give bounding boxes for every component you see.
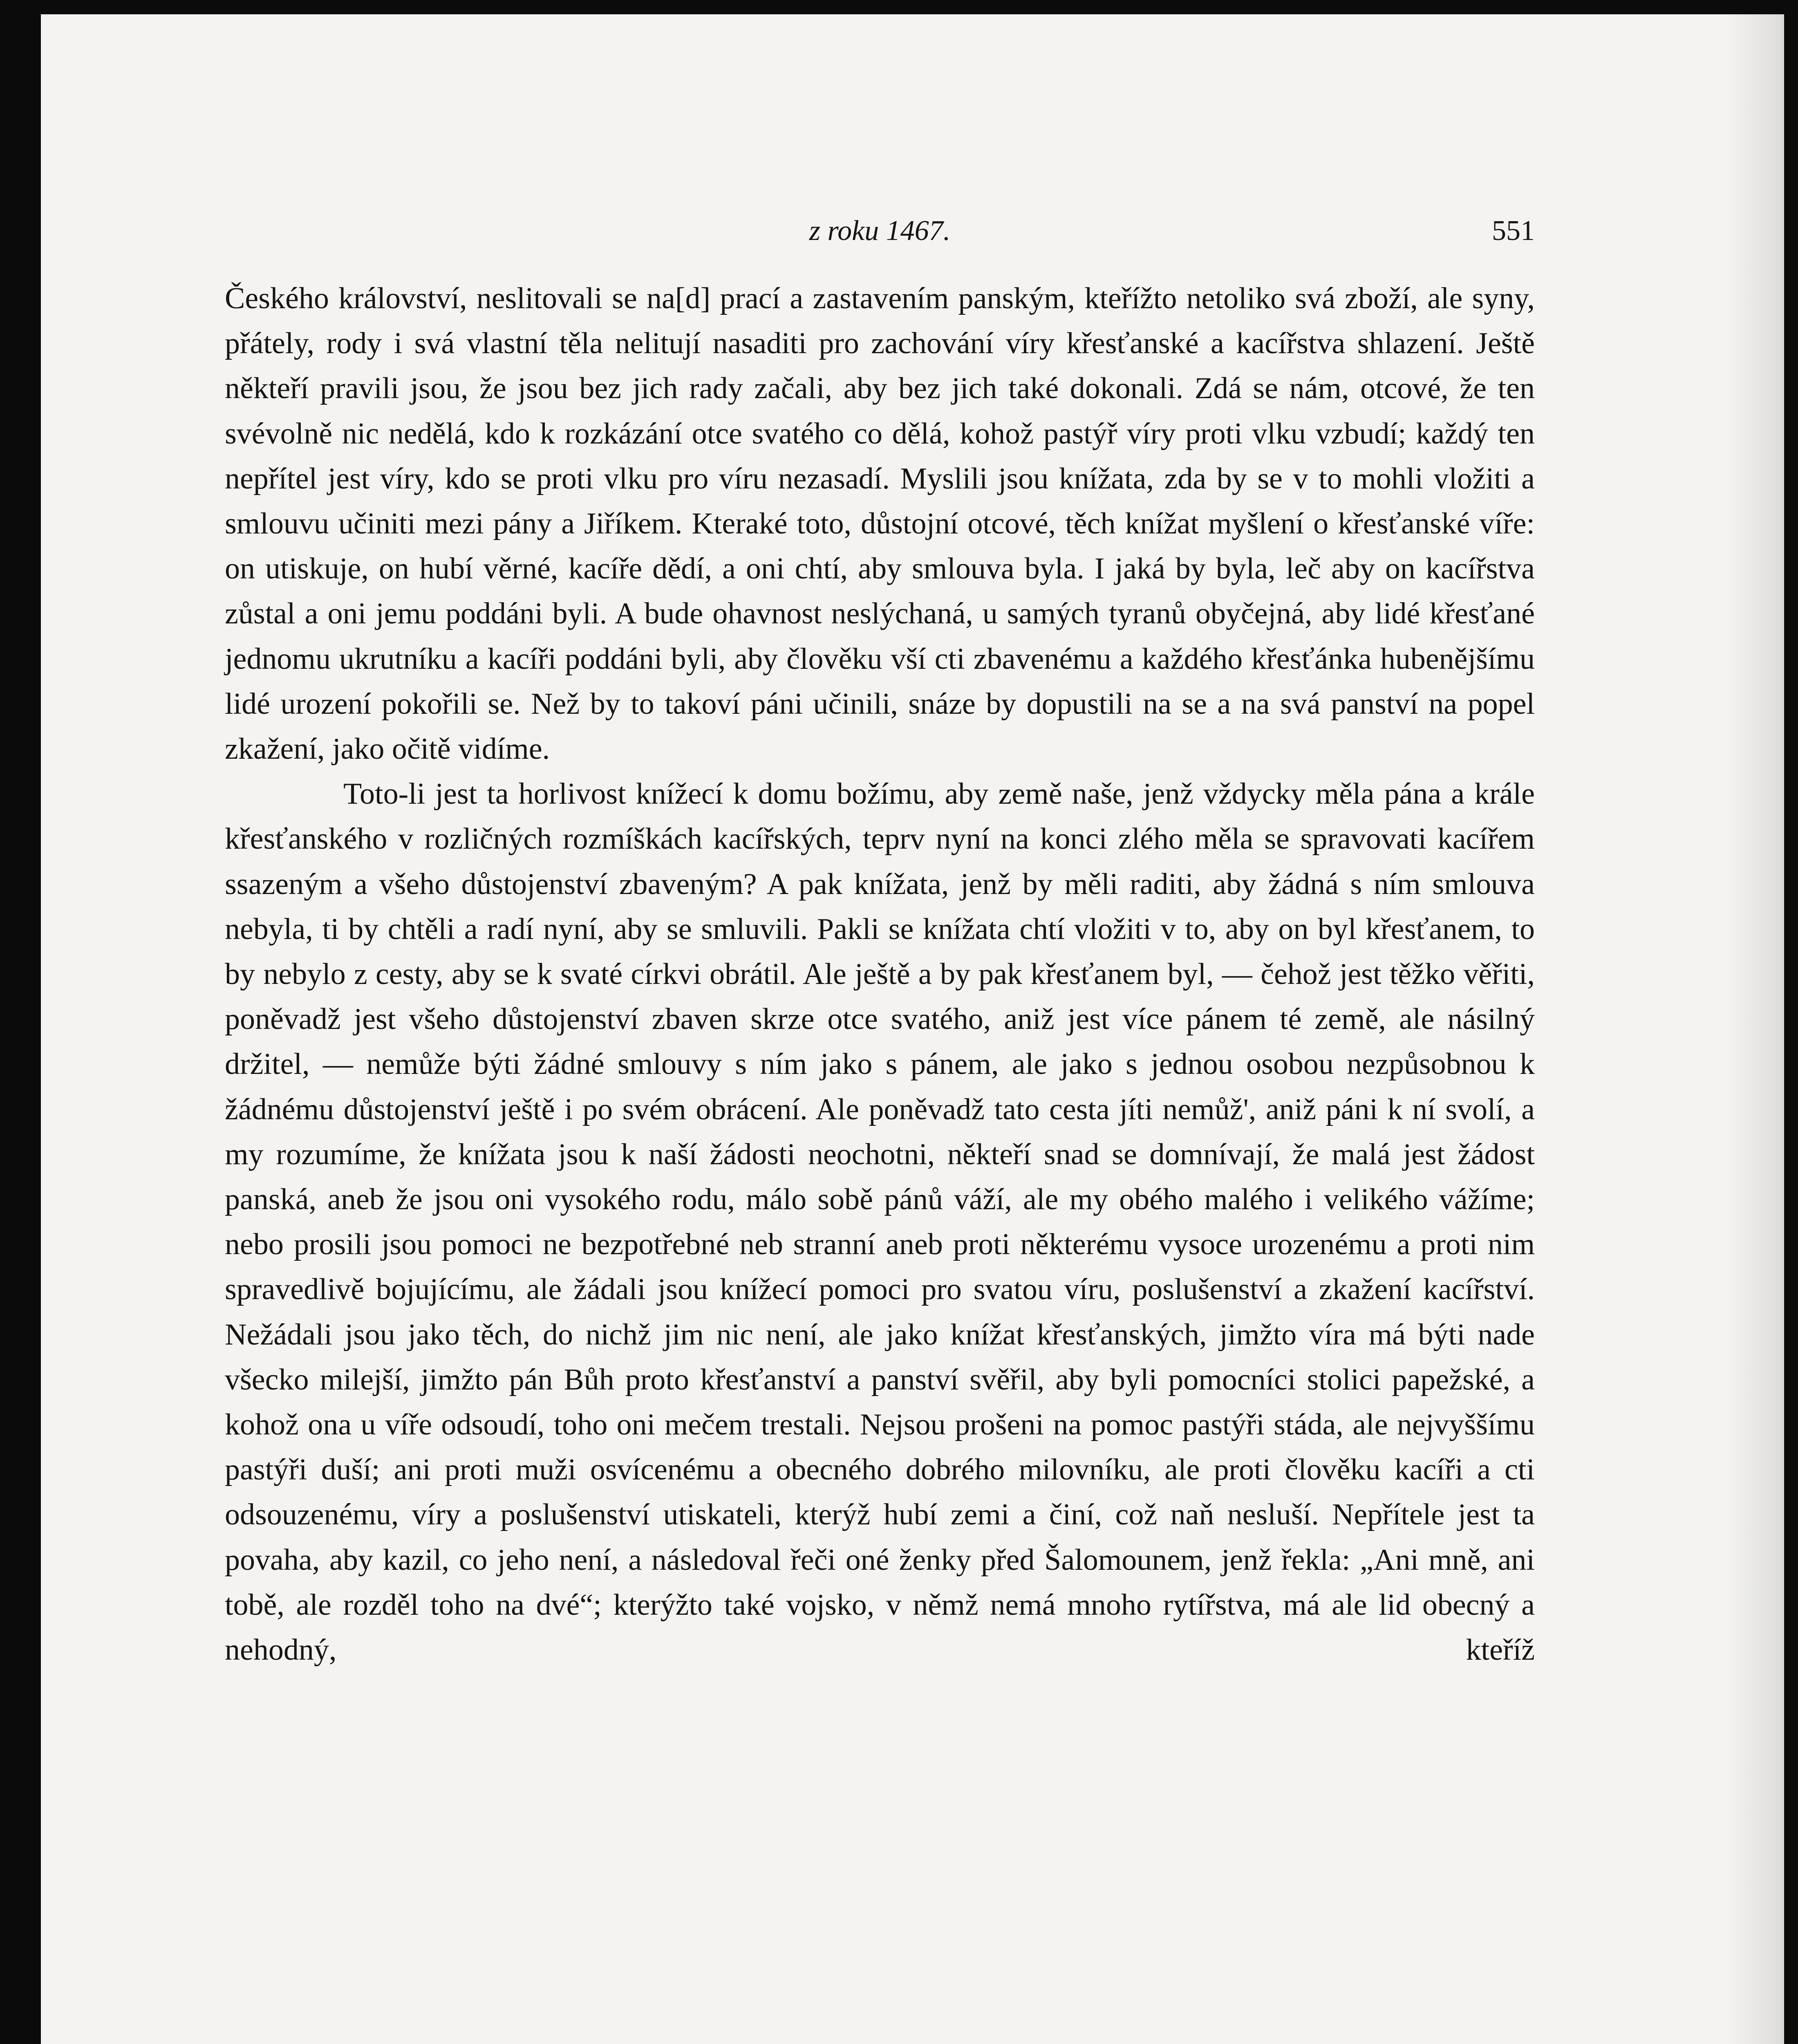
paragraph: Toto-li jest ta horlivost knížecí k domu božímu, aby země naše, jenž vždycky měla pána a krále křesťanského v rozličných rozmíškách kacířských, teprv nyní na konci zlého měla se spravovati kacířem ssazeným a všeho důstojenství zbaveným? A pak knížata, jenž by měli raditi, aby žádná s ním smlouva nebyla, ti by chtěli a radí nyní, aby se smluvili. Pakli se knížata chtí vložiti v to, aby on byl křesťanem, to by nebylo z cesty, aby se k svaté církvi obrátil. Ale ještě a by pak křesťanem byl, — čehož jest těžko věřiti, poněvadž jest všeho důstojenství zbaven skrze otce svatého, aniž jest více pánem té země, ale násilný držitel, — nemůže býti žádné smlouvy s ním jako s pánem, ale jako s jednou osobou nezpůsobnou k žádnému důstojenství ještě i po svém obrácení. Ale poněvadž tato cesta jíti nemůž', aniž páni k ní svolí, a my rozumíme, že knížata jsou k naší žádosti neochotni, někteří snad se domnívají, že malá jest žádost panská, aneb že jsou oni vysokého rodu, málo sobě pánů váží, ale my obého malého i velikého vážíme; nebo prosili jsou pomoci ne bezpotřebné neb stranní aneb proti některému vysoce urozenému a proti nim spravedlivě bojujícímu, ale žádali jsou knížecí pomoci pro svatou víru, poslušenství a zkažení kacířství. Nežádali jsou jako těch, do nichž jim nic není, ale jako knížat křesťanských, jimžto víra má býti nade všecko milejší, jimžto pán Bůh proto křesťanství a panství svěřil, aby byli pomocníci stolici papežské, a kohož ona u víře odsoudí, toho oni mečem trestali. Nejsou prošeni na pomoc pastýři stáda, ale nejvyššímu pastýři duší; ani proti muži osvícenému a obecného dobrého milovníku, ale proti člověku kacíři a cti odsouzenému, víry a poslušenství utiskateli, kterýž hubí zemi a činí, což naň nesluší. Nepřítele jest ta povaha, aby kazil, co jeho není, a následoval řeči oné ženky před Šalomounem, jenž řekla: „Ani mně, ani tobě, ale rozděl toho na dvé“; kterýžto také vojsko, v němž nemá mnoho rytířstva, má ale lid obecný a nehodný, kteříž	[225, 777, 1535, 1667]
running-title: z roku 1467.	[809, 215, 951, 247]
book-page	[41, 14, 1784, 2044]
body-text	[225, 276, 1535, 1672]
page-number: 551	[1492, 215, 1535, 247]
paragraph: Českého království, neslitovali se na[d] prací a zastavením panským, kteřížto netoliko svá zboží, ale syny, přátely, rody i svá vlastní těla nelitují nasaditi pro zachování víry křesťanské a kacířstva shlazení. Ještě někteří pravili jsou, že jsou bez jich rady začali, aby bez jich také dokonali. Zdá se nám, otcové, že ten svévolně nic nedělá, kdo k rozkázání otce svatého co dělá, kohož pastýř víry proti vlku vzbudí; každý ten nepřítel jest víry, kdo se proti vlku pro víru nezasadí. Myslili jsou knížata, zda by se v to mohli vložiti a smlouvu učiniti mezi pány a Jiříkem. Kteraké toto, důstojní otcové, těch knížat myšlení o křesťanské víře: on utiskuje, on hubí věrné, kacíře dědí, a oni chtí, aby smlouva byla. I jaká by byla, leč aby on kacířstva zůstal a oni jemu poddáni byli. A bude ohavnost neslýchaná, u samých tyranů obyčejná, aby lidé křesťané jednomu ukrutníku a kacíři poddáni byli, aby člověku vší cti zbavenému a každého křesťánka hubenějšímu lidé urození pokořili se. Než by to takoví páni učinili, snáze by dopustili na se a na svá panství na popel zkažení, jako očitě vidíme.	[225, 282, 1535, 766]
running-head	[225, 206, 1535, 264]
